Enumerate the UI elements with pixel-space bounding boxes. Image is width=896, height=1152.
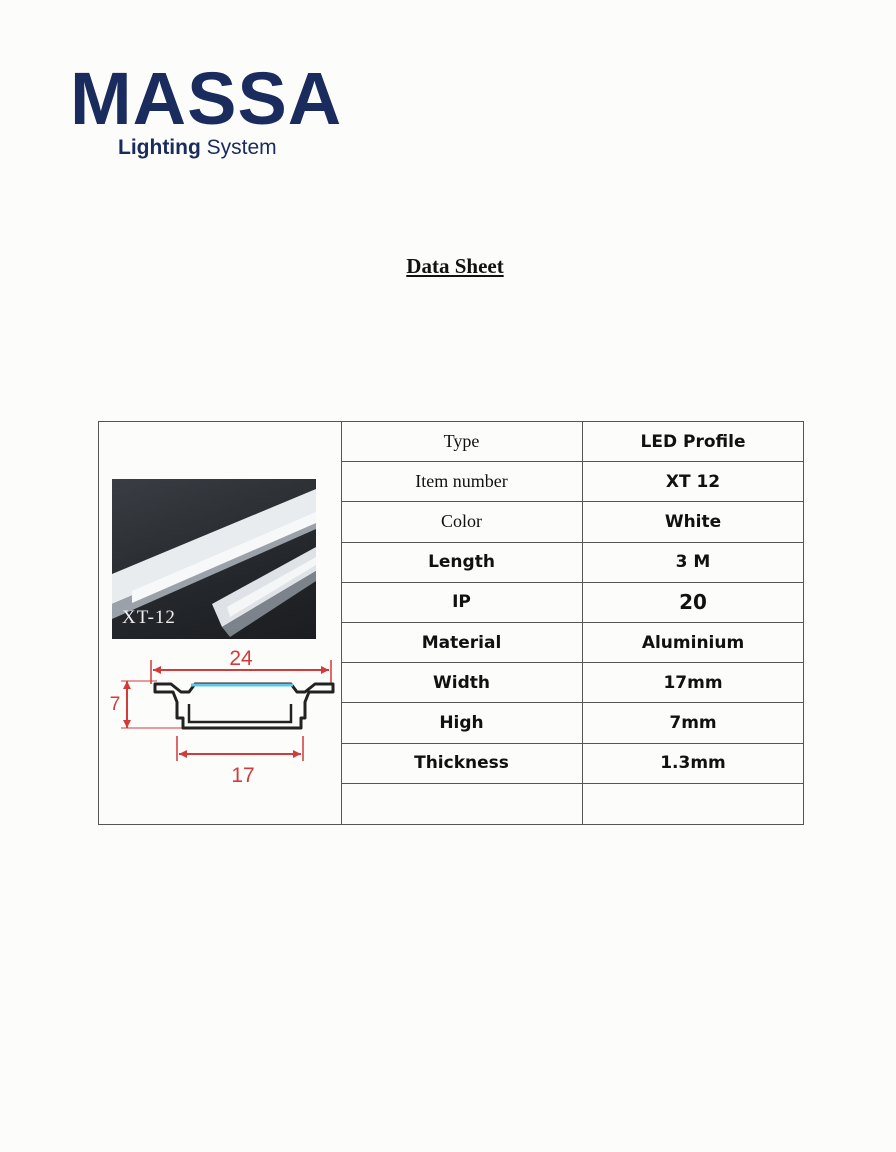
spec-label: Color (341, 502, 583, 541)
product-photo-label: XT-12 (122, 607, 176, 628)
side-dimension-label: 7 (109, 694, 121, 715)
spec-value: 20 (679, 590, 707, 615)
spec-value: 3 M (675, 552, 711, 573)
spec-row-item-number (341, 462, 803, 502)
spec-row-length (341, 543, 803, 583)
spec-label: Type (341, 422, 583, 461)
spec-label: IP (341, 583, 583, 622)
logo-tagline-rest: System (206, 136, 277, 159)
spec-row-thickness (341, 744, 803, 784)
spec-row-width (341, 663, 803, 703)
spec-label: High (341, 703, 583, 742)
spec-row-color (341, 502, 803, 542)
product-image-cell (99, 422, 342, 824)
bottom-dimension-label: 17 (231, 764, 255, 787)
spec-value: XT 12 (665, 471, 721, 492)
spec-value: 7mm (669, 712, 717, 733)
spec-label: Thickness (341, 744, 583, 783)
spec-value (583, 784, 803, 824)
spec-label: Material (341, 623, 583, 662)
spec-row-type (341, 422, 803, 462)
spec-label: Width (341, 663, 583, 702)
profile-dimension-drawing (105, 646, 341, 796)
page-title: Data Sheet (406, 254, 504, 278)
spec-table (98, 421, 804, 825)
spec-label: Length (341, 543, 583, 582)
logo-wordmark: MASSA (70, 57, 343, 140)
spec-rows (341, 422, 803, 824)
spec-label: Item number (341, 462, 583, 501)
spec-row-high (341, 703, 803, 743)
spec-value: 1.3mm (660, 753, 726, 774)
spec-value: White (664, 511, 722, 532)
spec-row-material (341, 623, 803, 663)
company-logo (70, 57, 400, 172)
logo-tagline-bold: Lighting (118, 136, 201, 159)
product-photo (112, 479, 316, 639)
top-dimension-label: 24 (229, 647, 253, 670)
spec-value: 17mm (663, 672, 723, 693)
spec-label (341, 784, 583, 824)
spec-row-empty (341, 784, 803, 824)
spec-row-ip (341, 583, 803, 623)
spec-value: LED Profile (640, 431, 746, 452)
logo-tagline (118, 136, 277, 160)
spec-value: Aluminium (641, 632, 745, 653)
